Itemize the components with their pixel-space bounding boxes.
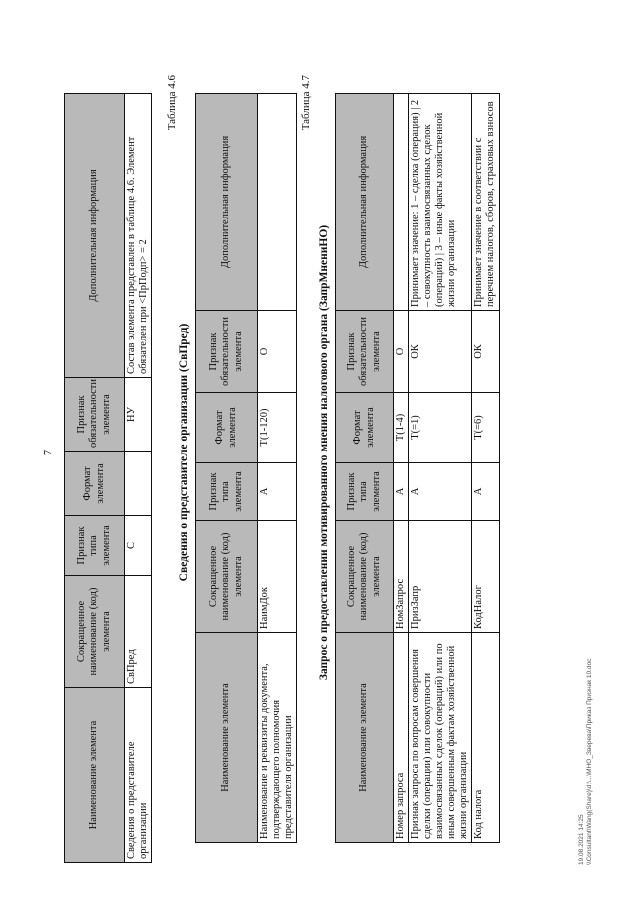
table-cell: О	[258, 311, 297, 393]
column-header: Формат элемента	[65, 452, 125, 516]
column-header: Признак обязательности элемента	[196, 311, 258, 393]
table-cell: Наименование и реквизиты документа, подтверждающего полномочия представителя организации	[258, 633, 297, 843]
table-row	[472, 94, 499, 843]
table-cell: С	[125, 516, 152, 576]
table-row	[125, 94, 152, 863]
footer-note: 19.08.2021 14:25 \\Consultant\Wang(Share)\d:\...\МНО_Зверева\Приказ Признак 10.doc	[578, 658, 594, 865]
table-cell: Код налога	[472, 633, 499, 843]
column-header: Признак типа элемента	[65, 516, 125, 576]
column-header: Дополнительная информация	[196, 94, 258, 311]
table-cell: T(=1)	[409, 393, 472, 463]
table-cell: T(1-120)	[258, 393, 297, 463]
column-header: Сокращенное наименование (код) элемента	[196, 521, 258, 633]
column-header: Признак типа элемента	[336, 463, 394, 521]
table-cell: Признак запроса по вопросам совершения сделки (операции) или совокупности взаимосвязанных сделок (операций) или по иным совершенным фактам хозяйственной жизни организации	[409, 633, 472, 843]
table-cell: ОК	[409, 311, 472, 393]
column-header: Наименование элемента	[65, 688, 125, 863]
table-cell: ОК	[472, 311, 499, 393]
page-number: 7	[43, 450, 54, 455]
table-zaprmnenino	[335, 93, 500, 843]
table-cell: T(1-4)	[394, 393, 409, 463]
table-cell: ПризЗапр	[409, 521, 472, 633]
column-header: Наименование элемента	[336, 633, 394, 843]
column-header: Признак типа элемента	[196, 463, 258, 521]
table-label-4-6: Таблица 4.6	[166, 75, 178, 131]
column-header: Признак обязательности элемента	[336, 311, 394, 393]
table-cell: Принимает значение в соответствии с перечнем налогов, сборов, страховых взносов	[472, 94, 499, 311]
table-cell: О	[394, 311, 409, 393]
table-row	[258, 94, 297, 843]
column-header: Наименование элемента	[196, 633, 258, 843]
table-cell: А	[472, 463, 499, 521]
table-cell: А	[394, 463, 409, 521]
column-header: Дополнительная информация	[336, 94, 394, 311]
table-cell: НУ	[125, 378, 152, 452]
table-heading-svpred: Сведения о представителе организации (СвПред)	[178, 323, 190, 582]
table-cell: Сведения о представителе организации	[125, 688, 152, 863]
table-cell: КодНалог	[472, 521, 499, 633]
table-cell: А	[258, 463, 297, 521]
table-cell: А	[409, 463, 472, 521]
table-element-info	[64, 93, 152, 863]
column-header: Сокращенное наименование (код) элемента	[65, 576, 125, 688]
table-cell: Номер запроса	[394, 633, 409, 843]
table-row	[409, 94, 472, 843]
table-cell	[394, 94, 409, 311]
column-header: Дополнительная информация	[65, 94, 125, 378]
table-svpred	[195, 93, 297, 843]
table-cell: Принимает значение: 1 – сделка (операция) | 2 – совокупность взаимосвязанных сделок (операций) | 3 – иные факты хозяйственной жизни организации	[409, 94, 472, 311]
column-header: Сокращенное наименование (код) элемента	[336, 521, 394, 633]
table-cell: НомЗапрос	[394, 521, 409, 633]
table-row	[394, 94, 409, 843]
table-cell: СвПред	[125, 576, 152, 688]
table-cell	[258, 94, 297, 311]
column-header: Признак обязательности элемента	[65, 378, 125, 452]
table-cell: T(=6)	[472, 393, 499, 463]
table-cell: НаимДок	[258, 521, 297, 633]
table-cell	[125, 452, 152, 516]
table-label-4-7: Таблица 4.7	[300, 75, 312, 131]
table-heading-zaprmnenino: Запрос о предоставлении мотивированного мнения налогового органа (ЗапрМнениНО)	[318, 224, 330, 681]
column-header: Формат элемента	[196, 393, 258, 463]
column-header: Формат элемента	[336, 393, 394, 463]
table-cell: Состав элемента представлен в таблице 4.6. Элемент обязателен при <ПрПодп> = 2	[125, 94, 152, 378]
